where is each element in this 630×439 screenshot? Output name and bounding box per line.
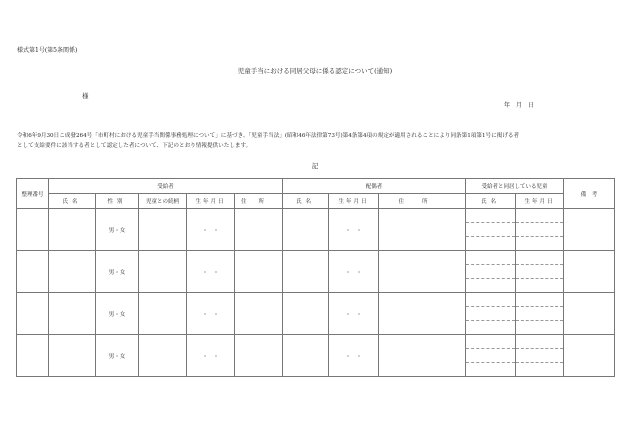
- seiri-cell[interactable]: [17, 251, 49, 293]
- recipient-birth-cell[interactable]: ・ ・: [187, 335, 235, 377]
- recipient-sex-cell[interactable]: 男・女: [96, 251, 139, 293]
- recipient-relation-cell[interactable]: [139, 293, 187, 335]
- child-birth-cell[interactable]: [516, 293, 564, 335]
- spouse-address-cell[interactable]: [379, 251, 466, 293]
- recipient-relation-cell[interactable]: [139, 209, 187, 251]
- recipient-name-cell[interactable]: [49, 293, 96, 335]
- addressee-suffix: 様: [82, 92, 89, 100]
- biko-cell[interactable]: [564, 335, 615, 377]
- notification-table: [16, 178, 615, 377]
- spouse-name-cell[interactable]: [283, 335, 329, 377]
- recipient-sex-cell[interactable]: 男・女: [96, 209, 139, 251]
- seiri-cell[interactable]: [17, 209, 49, 251]
- recipient-name-cell[interactable]: [49, 251, 96, 293]
- recipient-birth-cell[interactable]: ・ ・: [187, 251, 235, 293]
- recipient-name-header: 氏名: [49, 194, 96, 209]
- biko-cell[interactable]: [564, 293, 615, 335]
- body-line-1: 令和6年9月30日こ成發264号「市町村における児童手当関係事務処理について」に基づき、「児童手当法」(昭和46年法律第73号)第4条第4項の規定が適用されることにより同条第1項第1号に掲げる者: [17, 133, 520, 139]
- table-row: [17, 251, 615, 293]
- recipient-name-cell[interactable]: [49, 335, 96, 377]
- recipient-relation-cell[interactable]: [139, 335, 187, 377]
- recipient-sex-cell[interactable]: 男・女: [96, 335, 139, 377]
- seiri-header: 整理番号: [17, 179, 49, 209]
- spouse-birth-cell[interactable]: ・ ・: [329, 293, 379, 335]
- child-name-cell[interactable]: [466, 293, 516, 335]
- recipient-sex-cell[interactable]: 男・女: [96, 293, 139, 335]
- recipient-relation-cell[interactable]: [139, 251, 187, 293]
- child-name-header: 氏名: [466, 194, 516, 209]
- child-name-cell[interactable]: [466, 335, 516, 377]
- spouse-name-cell[interactable]: [283, 293, 329, 335]
- recipient-group-header: 受給者: [49, 179, 283, 194]
- spouse-address-cell[interactable]: [379, 209, 466, 251]
- document-title: 児童手当における同居父母に係る認定について(通知): [237, 67, 393, 75]
- child-name-cell[interactable]: [466, 251, 516, 293]
- recipient-birth-cell[interactable]: ・ ・: [187, 209, 235, 251]
- recipient-address-cell[interactable]: [235, 209, 283, 251]
- recipient-address-cell[interactable]: [235, 251, 283, 293]
- spouse-birth-header: 生年月日: [329, 194, 379, 209]
- form-number: 様式第1号(第5条関係): [17, 47, 78, 54]
- recipient-sex-header: 性別: [96, 194, 139, 209]
- child-group-header: 受給者と同居している児童: [466, 179, 564, 194]
- date-field: 年 月 日: [504, 102, 535, 109]
- child-birth-cell[interactable]: [516, 335, 564, 377]
- recipient-name-cell[interactable]: [49, 209, 96, 251]
- child-birth-cell[interactable]: [516, 251, 564, 293]
- child-birth-header: 生年月日: [516, 194, 564, 209]
- table-row: [17, 335, 615, 377]
- spouse-birth-cell[interactable]: ・ ・: [329, 209, 379, 251]
- spouse-group-header: 配偶者: [283, 179, 466, 194]
- spouse-birth-cell[interactable]: ・ ・: [329, 335, 379, 377]
- biko-cell[interactable]: [564, 209, 615, 251]
- recipient-address-cell[interactable]: [235, 335, 283, 377]
- spouse-name-cell[interactable]: [283, 209, 329, 251]
- recipient-relation-header: 児童との続柄: [139, 194, 187, 209]
- spouse-address-header: 住所: [379, 194, 466, 209]
- body-paragraph: [17, 131, 615, 151]
- seiri-cell[interactable]: [17, 293, 49, 335]
- seiri-cell[interactable]: [17, 335, 49, 377]
- spouse-birth-cell[interactable]: ・ ・: [329, 251, 379, 293]
- biko-header: 備 考: [564, 179, 615, 209]
- child-birth-cell[interactable]: [516, 209, 564, 251]
- spouse-name-cell[interactable]: [283, 251, 329, 293]
- child-name-cell[interactable]: [466, 209, 516, 251]
- body-line-2: として支給要件に該当する者として認定した者について、下記のとおり情報提供いたします。: [17, 143, 252, 149]
- recipient-birth-header: 生年月日: [187, 194, 235, 209]
- ki-heading: 記: [311, 162, 319, 170]
- spouse-address-cell[interactable]: [379, 293, 466, 335]
- recipient-address-cell[interactable]: [235, 293, 283, 335]
- recipient-address-header: 住所: [235, 194, 283, 209]
- recipient-birth-cell[interactable]: ・ ・: [187, 293, 235, 335]
- spouse-name-header: 氏名: [283, 194, 329, 209]
- biko-cell[interactable]: [564, 251, 615, 293]
- spouse-address-cell[interactable]: [379, 335, 466, 377]
- table-row: [17, 293, 615, 335]
- table-row: [17, 209, 615, 251]
